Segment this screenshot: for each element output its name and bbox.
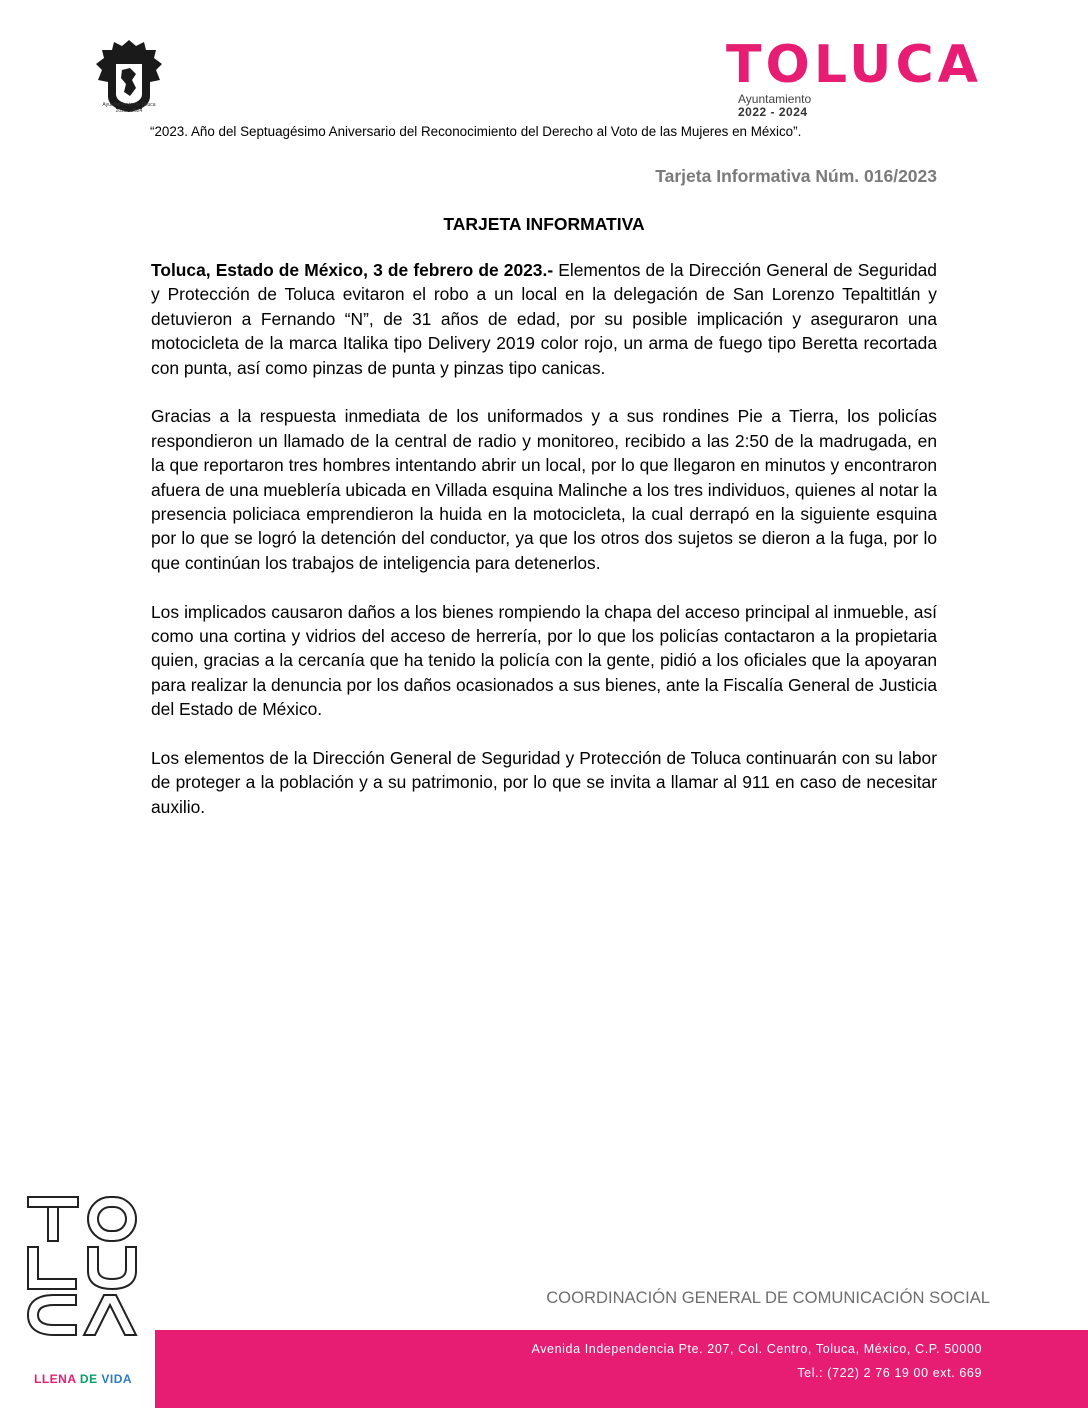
ayuntamiento-years: 2022 - 2024 (738, 105, 808, 119)
toluca-wordmark-text: TOLUCA (726, 38, 982, 88)
slogan-word-1: LLENA (34, 1372, 77, 1386)
year-motto: “2023. Año del Septuagésimo Aniversario del Reconocimiento del Derecho al Voto de las Mujeres en México”. (150, 124, 802, 139)
slogan-word-2: DE (79, 1372, 98, 1386)
paragraph-1 (151, 258, 937, 380)
slogan-word-3: VIDA (101, 1372, 133, 1386)
document-title: TARJETA INFORMATIVA (443, 214, 645, 234)
toluca-stacked-logo (26, 1195, 140, 1337)
coordination-label: COORDINACIÓN GENERAL DE COMUNICACIÓN SOCIAL (546, 1288, 990, 1307)
crest-caption-years: 2022 - 2024 (115, 108, 143, 114)
crest-caption (86, 102, 172, 114)
paragraph-2: Gracias a la respuesta inmediata de los uniformados y a sus rondines Pie a Tierra, los policías respondieron un llamado de la central de radio y monitoreo, recibido a las 2:50 de la madrugada, en la que reportaron tres hombres intentando abrir un local, por lo que llegaron en minutos y encontraron afuera de una mueblería ubicada en Villada esquina Malinche a los tres individuos, quienes al notar la presencia policiaca emprendieron la huida en la motocicleta, la cual derrapó en la siguiente esquina por lo que se logró la detención del conductor, ya que los otros dos sujetos se dieron a la fuga, por lo que continúan los trabajos de inteligencia para detenerlos. (151, 406, 937, 573)
paragraph-1-text: Elementos de la Dirección General de Seguridad y Protección de Toluca evitaron el robo a un local en la delegación de San Lorenzo Tepaltitlán y detuvieron a Fernando “N”, de 31 años de edad, por su posible implicación y aseguraron una motocicleta de la marca Italika tipo Delivery 2019 color rojo, un arma de fuego tipo Beretta recortada con punta, así como pinzas de punta y pinzas tipo canicas. (151, 260, 937, 378)
crest-caption-name: Ayuntamiento de Toluca (102, 102, 156, 108)
toluca-wordmark-logo (726, 38, 982, 88)
footer-address: Avenida Independencia Pte. 207, Col. Centro, Toluca, México, C.P. 50000 (531, 1342, 982, 1356)
dateline: Toluca, Estado de México, 3 de febrero de 2023.- (151, 260, 554, 280)
ayuntamiento-label-block (738, 93, 811, 119)
card-number: Tarjeta Informativa Núm. 016/2023 (655, 166, 937, 186)
ayuntamiento-label: Ayuntamiento (738, 92, 812, 106)
document-body (151, 258, 937, 844)
slogan (34, 1372, 132, 1386)
footer-phone: Tel.: (722) 2 76 19 00 ext. 669 (797, 1366, 982, 1380)
paragraph-4: Los elementos de la Dirección General de Seguridad y Protección de Toluca continuarán con su labor de proteger a la población y a su patrimonio, por lo que se invita a llamar al 911 en caso de necesitar auxilio. (151, 748, 937, 817)
paragraph-3: Los implicados causaron daños a los bienes rompiendo la chapa del acceso principal al inmueble, así como una cortina y vidrios del acceso de herrería, por lo que los policías contactaron a la propietaria quien, gracias a la cercanía que ha tenido la policía con la gente, pidió a los oficiales que la apoyaran para realizar la denuncia por los daños ocasionados a sus bienes, ante la Fiscalía General de Justicia del Estado de México. (151, 601, 937, 720)
